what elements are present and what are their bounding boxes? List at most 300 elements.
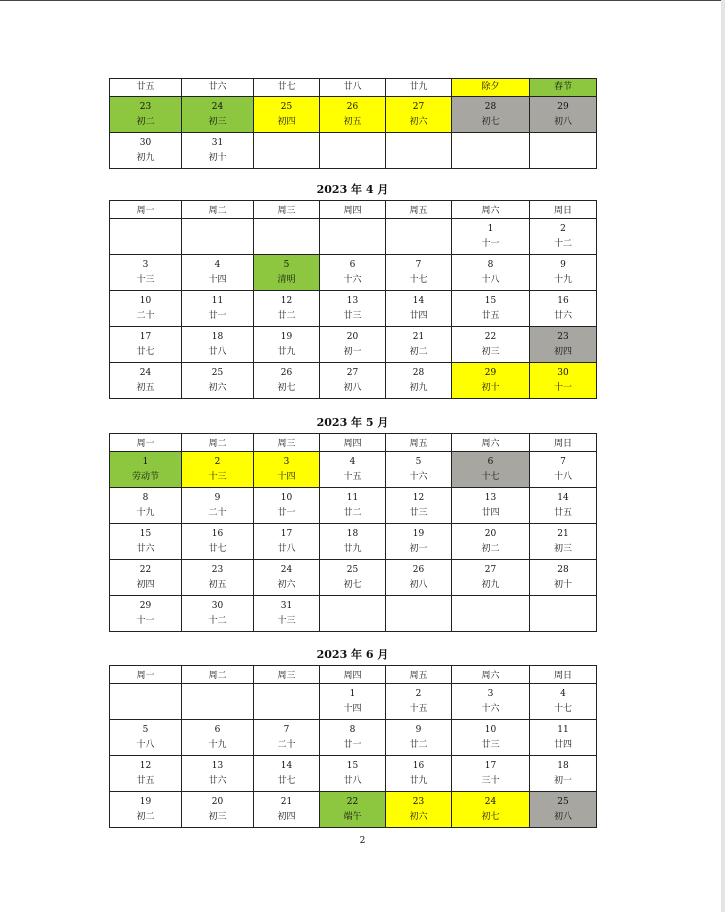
lunar-label: 初四 (277, 116, 296, 127)
calendar-body (110, 452, 597, 632)
day-cell (110, 255, 182, 291)
day-cell (182, 488, 254, 524)
day-number: 4 (349, 456, 356, 467)
weekday-header-row (110, 666, 597, 684)
day-cell (452, 792, 530, 828)
day-cell (386, 488, 452, 524)
lunar-label: 初三 (553, 543, 572, 554)
week-row (110, 363, 597, 399)
day-number: 14 (557, 492, 569, 503)
day-cell (254, 756, 320, 792)
calendar-march-continued (109, 78, 596, 169)
lunar-label: 廿六 (208, 775, 227, 786)
day-cell (320, 133, 386, 169)
lunar-label: 廿五 (136, 775, 155, 786)
month-caption: 2023 年 4 月 (316, 183, 389, 196)
weekday-header: 周一 (110, 201, 182, 219)
weekday-header: 周三 (254, 434, 320, 452)
day-cell (530, 488, 597, 524)
week-row (110, 488, 597, 524)
page-number: 2 (359, 836, 366, 846)
day-cell (182, 363, 254, 399)
week-row (110, 97, 597, 133)
lunar-label: 初三 (208, 116, 227, 127)
lunar-label: 十七 (481, 471, 500, 482)
day-number: 1 (487, 223, 494, 234)
week-row (110, 452, 597, 488)
day-number: 10 (139, 295, 152, 306)
weekday-header-row (110, 434, 597, 452)
day-cell (320, 219, 386, 255)
day-number: 26 (412, 564, 425, 575)
day-cell (182, 255, 254, 291)
day-number: 27 (346, 367, 359, 378)
day-cell (254, 219, 320, 255)
weekday-header: 周六 (452, 201, 530, 219)
lunar-label: 初九 (136, 152, 155, 163)
day-cell (320, 720, 386, 756)
day-cell (530, 756, 597, 792)
day-cell (530, 792, 597, 828)
day-cell (386, 560, 452, 596)
weekday-header-row (110, 201, 597, 219)
lunar-label: 廿三 (343, 310, 362, 321)
day-cell (452, 452, 530, 488)
day-cell (320, 255, 386, 291)
day-cell (320, 488, 386, 524)
lunar-label: 初九 (409, 382, 428, 393)
day-number: 23 (139, 101, 152, 112)
day-number: 14 (412, 295, 425, 306)
week-row (110, 79, 597, 97)
day-cell (320, 684, 386, 720)
day-cell (452, 97, 530, 133)
lunar-label: 初四 (277, 811, 296, 822)
day-number: 8 (349, 724, 356, 735)
day-cell (386, 219, 452, 255)
day-cell (182, 792, 254, 828)
day-cell (530, 684, 597, 720)
lunar-label: 初二 (136, 811, 155, 822)
calendar-body (110, 79, 597, 169)
day-number: 19 (280, 331, 293, 342)
day-number: 5 (283, 259, 290, 270)
day-cell (386, 79, 452, 97)
day-number: 2 (415, 688, 422, 699)
lunar-label: 初五 (136, 382, 155, 393)
lunar-label: 廿一 (277, 507, 296, 518)
day-number: 9 (560, 259, 566, 270)
day-cell (254, 560, 320, 596)
day-cell (182, 684, 254, 720)
day-cell (320, 596, 386, 632)
day-cell (530, 219, 597, 255)
lunar-label: 十五 (343, 471, 362, 482)
day-number: 15 (484, 295, 497, 306)
weekday-header: 周二 (182, 434, 254, 452)
day-cell (110, 524, 182, 560)
day-cell (110, 720, 182, 756)
day-number: 6 (487, 456, 494, 467)
day-number: 13 (211, 760, 224, 771)
lunar-label: 十四 (343, 703, 362, 714)
weekday-header: 周六 (452, 666, 530, 684)
day-number: 24 (484, 796, 497, 807)
day-cell (110, 452, 182, 488)
day-cell (386, 720, 452, 756)
week-row (110, 133, 597, 169)
day-cell (110, 792, 182, 828)
lunar-label: 十五 (409, 703, 428, 714)
lunar-label: 廿六 (553, 310, 572, 321)
day-number: 21 (557, 528, 569, 539)
day-number: 9 (415, 724, 422, 735)
day-cell (110, 327, 182, 363)
day-cell (110, 560, 182, 596)
lunar-label: 廿七 (136, 346, 155, 357)
day-number: 30 (139, 137, 152, 148)
day-number: 20 (346, 331, 359, 342)
day-cell (386, 363, 452, 399)
day-number: 6 (349, 259, 356, 270)
lunar-label: 十七 (553, 703, 572, 714)
day-number: 1 (142, 456, 149, 467)
day-cell (182, 596, 254, 632)
day-number: 12 (139, 760, 152, 771)
lunar-label: 十三 (208, 471, 227, 482)
day-number: 25 (211, 367, 224, 378)
day-cell (452, 133, 530, 169)
day-cell (530, 720, 597, 756)
day-number: 26 (346, 101, 359, 112)
lunar-label: 十九 (553, 274, 572, 285)
lunar-label: 初三 (481, 346, 500, 357)
week-row (110, 524, 597, 560)
day-number: 31 (280, 600, 293, 611)
lunar-label: 除夕 (481, 82, 500, 92)
calendar-table (109, 200, 597, 399)
day-number: 20 (484, 528, 497, 539)
day-number: 27 (412, 101, 425, 112)
day-number: 12 (280, 295, 293, 306)
day-number: 29 (139, 600, 152, 611)
day-number: 29 (484, 367, 497, 378)
lunar-label: 初七 (277, 382, 296, 393)
page-top-rule (0, 0, 725, 1)
day-cell (254, 363, 320, 399)
lunar-label: 廿八 (277, 543, 296, 554)
day-number: 5 (415, 456, 422, 467)
lunar-label: 十六 (409, 471, 428, 482)
day-cell (110, 596, 182, 632)
month-caption: 2023 年 6 月 (316, 648, 389, 661)
day-number: 28 (412, 367, 425, 378)
day-cell (110, 756, 182, 792)
day-number: 1 (349, 688, 356, 699)
day-number: 17 (139, 331, 152, 342)
day-cell (320, 452, 386, 488)
day-number: 15 (346, 760, 359, 771)
day-cell (386, 133, 452, 169)
weekday-header: 周五 (386, 666, 452, 684)
day-cell (254, 97, 320, 133)
weekday-header: 周一 (110, 434, 182, 452)
lunar-label: 初八 (343, 382, 362, 393)
day-number: 19 (412, 528, 425, 539)
day-cell (386, 255, 452, 291)
lunar-label: 三十 (481, 775, 500, 786)
day-number: 3 (487, 688, 494, 699)
day-cell (254, 255, 320, 291)
lunar-label: 初一 (409, 543, 428, 554)
day-number: 17 (484, 760, 497, 771)
day-cell (110, 219, 182, 255)
lunar-label: 廿九 (409, 82, 428, 92)
lunar-label: 二十 (136, 310, 155, 321)
day-cell (182, 327, 254, 363)
day-cell (110, 79, 182, 97)
day-number: 23 (557, 331, 569, 342)
lunar-label: 十九 (136, 507, 155, 518)
weekday-header: 周五 (386, 201, 452, 219)
day-cell (110, 97, 182, 133)
day-number: 23 (211, 564, 224, 575)
weekday-header: 周六 (452, 434, 530, 452)
lunar-label: 廿七 (277, 82, 296, 92)
weekday-header: 周二 (182, 201, 254, 219)
weekday-header: 周三 (254, 666, 320, 684)
day-cell (386, 524, 452, 560)
lunar-label: 廿八 (343, 82, 362, 92)
weekday-header: 周日 (530, 201, 597, 219)
weekday-header: 周日 (530, 666, 597, 684)
lunar-label: 初五 (208, 579, 227, 590)
day-cell (452, 291, 530, 327)
lunar-label: 初二 (481, 543, 500, 554)
day-cell (386, 291, 452, 327)
day-cell (254, 327, 320, 363)
weekday-header: 周日 (530, 434, 597, 452)
week-row (110, 327, 597, 363)
day-cell (452, 363, 530, 399)
day-number: 22 (346, 796, 359, 807)
lunar-label: 劳动节 (131, 471, 159, 482)
lunar-label: 二十 (277, 739, 296, 750)
day-cell (452, 327, 530, 363)
day-cell (320, 79, 386, 97)
day-number: 5 (142, 724, 149, 735)
lunar-label: 廿八 (343, 775, 362, 786)
lunar-label: 十一 (136, 615, 155, 626)
day-number: 25 (346, 564, 359, 575)
weekday-header: 周四 (320, 434, 386, 452)
weekday-header: 周五 (386, 434, 452, 452)
day-number: 23 (412, 796, 425, 807)
lunar-label: 廿三 (409, 507, 428, 518)
day-number: 24 (211, 101, 224, 112)
day-number: 8 (487, 259, 494, 270)
day-cell (452, 756, 530, 792)
lunar-label: 十八 (136, 739, 155, 750)
day-number: 29 (557, 101, 569, 112)
lunar-label: 十八 (553, 471, 572, 482)
week-row (110, 219, 597, 255)
week-row (110, 720, 597, 756)
day-cell (530, 363, 597, 399)
week-row (110, 596, 597, 632)
day-number: 2 (560, 223, 566, 234)
day-cell (182, 452, 254, 488)
day-cell (182, 720, 254, 756)
calendar-table (109, 78, 597, 169)
day-number: 18 (346, 528, 359, 539)
day-cell (320, 792, 386, 828)
day-number: 25 (557, 796, 569, 807)
day-cell (452, 255, 530, 291)
day-cell (452, 219, 530, 255)
lunar-label: 廿一 (343, 739, 362, 750)
day-cell (530, 524, 597, 560)
day-cell (386, 684, 452, 720)
day-number: 30 (557, 367, 569, 378)
lunar-label: 十三 (136, 274, 155, 285)
day-cell (182, 291, 254, 327)
lunar-label: 初一 (553, 775, 572, 786)
day-cell (182, 97, 254, 133)
lunar-label: 初八 (409, 579, 428, 590)
lunar-label: 初六 (277, 579, 296, 590)
day-number: 19 (139, 796, 152, 807)
day-number: 16 (412, 760, 425, 771)
day-cell (452, 684, 530, 720)
day-number: 10 (484, 724, 497, 735)
day-number: 10 (280, 492, 293, 503)
day-number: 2 (214, 456, 221, 467)
day-number: 15 (139, 528, 152, 539)
day-number: 16 (211, 528, 224, 539)
day-number: 7 (283, 724, 290, 735)
lunar-label: 十六 (343, 274, 362, 285)
lunar-label: 廿四 (481, 507, 500, 518)
week-row (110, 255, 597, 291)
lunar-label: 十一 (481, 238, 500, 249)
day-cell (254, 488, 320, 524)
day-cell (452, 79, 530, 97)
week-row (110, 291, 597, 327)
day-cell (386, 327, 452, 363)
day-cell (530, 452, 597, 488)
day-number: 8 (142, 492, 149, 503)
lunar-label: 清明 (277, 274, 296, 285)
day-cell (254, 792, 320, 828)
lunar-label: 廿六 (208, 82, 227, 92)
day-cell (320, 756, 386, 792)
lunar-label: 初二 (409, 346, 428, 357)
day-number: 21 (412, 331, 425, 342)
week-row (110, 756, 597, 792)
calendar-body (110, 219, 597, 399)
lunar-label: 初六 (208, 382, 227, 393)
day-cell (320, 327, 386, 363)
day-number: 11 (211, 295, 224, 306)
day-cell (254, 684, 320, 720)
day-number: 18 (557, 760, 569, 771)
month-caption: 2023 年 5 月 (316, 416, 389, 429)
lunar-label: 端午 (343, 811, 362, 822)
day-cell (530, 291, 597, 327)
day-cell (110, 363, 182, 399)
lunar-label: 十二 (553, 238, 572, 249)
lunar-label: 廿五 (553, 507, 572, 518)
day-cell (182, 524, 254, 560)
lunar-label: 初七 (343, 579, 362, 590)
day-cell (182, 219, 254, 255)
day-cell (182, 79, 254, 97)
calendar-table (109, 433, 597, 632)
day-cell (530, 79, 597, 97)
week-row (110, 792, 597, 828)
day-number: 24 (139, 367, 152, 378)
day-cell (254, 291, 320, 327)
lunar-label: 廿九 (343, 543, 362, 554)
calendar-april (109, 183, 596, 399)
day-cell (254, 596, 320, 632)
day-cell (110, 291, 182, 327)
lunar-label: 廿七 (277, 775, 296, 786)
lunar-label: 十一 (553, 382, 572, 393)
day-cell (254, 133, 320, 169)
day-cell (110, 133, 182, 169)
lunar-label: 初十 (208, 152, 227, 163)
day-number: 3 (283, 456, 290, 467)
lunar-label: 廿八 (208, 346, 227, 357)
lunar-label: 十四 (277, 471, 296, 482)
day-cell (386, 596, 452, 632)
lunar-label: 初七 (481, 811, 500, 822)
day-cell (254, 452, 320, 488)
day-number: 22 (484, 331, 497, 342)
day-number: 26 (280, 367, 293, 378)
day-cell (254, 524, 320, 560)
day-cell (530, 255, 597, 291)
day-cell (386, 792, 452, 828)
day-number: 13 (346, 295, 359, 306)
lunar-label: 初十 (481, 382, 500, 393)
day-number: 3 (142, 259, 149, 270)
day-cell (452, 720, 530, 756)
day-number: 16 (557, 295, 569, 306)
weekday-header: 周三 (254, 201, 320, 219)
calendar-june (109, 648, 596, 828)
day-number: 12 (412, 492, 425, 503)
weekday-header: 周四 (320, 201, 386, 219)
lunar-label: 初八 (553, 811, 572, 822)
lunar-label: 廿七 (208, 543, 227, 554)
day-cell (452, 488, 530, 524)
lunar-label: 廿九 (277, 346, 296, 357)
lunar-label: 廿二 (277, 310, 296, 321)
calendar-table (109, 665, 597, 828)
day-cell (320, 363, 386, 399)
day-number: 31 (211, 137, 224, 148)
lunar-label: 春节 (553, 82, 572, 92)
lunar-label: 十七 (409, 274, 428, 285)
day-cell (254, 720, 320, 756)
lunar-label: 廿五 (481, 310, 500, 321)
lunar-label: 廿四 (553, 739, 572, 750)
week-row (110, 684, 597, 720)
day-cell (452, 596, 530, 632)
